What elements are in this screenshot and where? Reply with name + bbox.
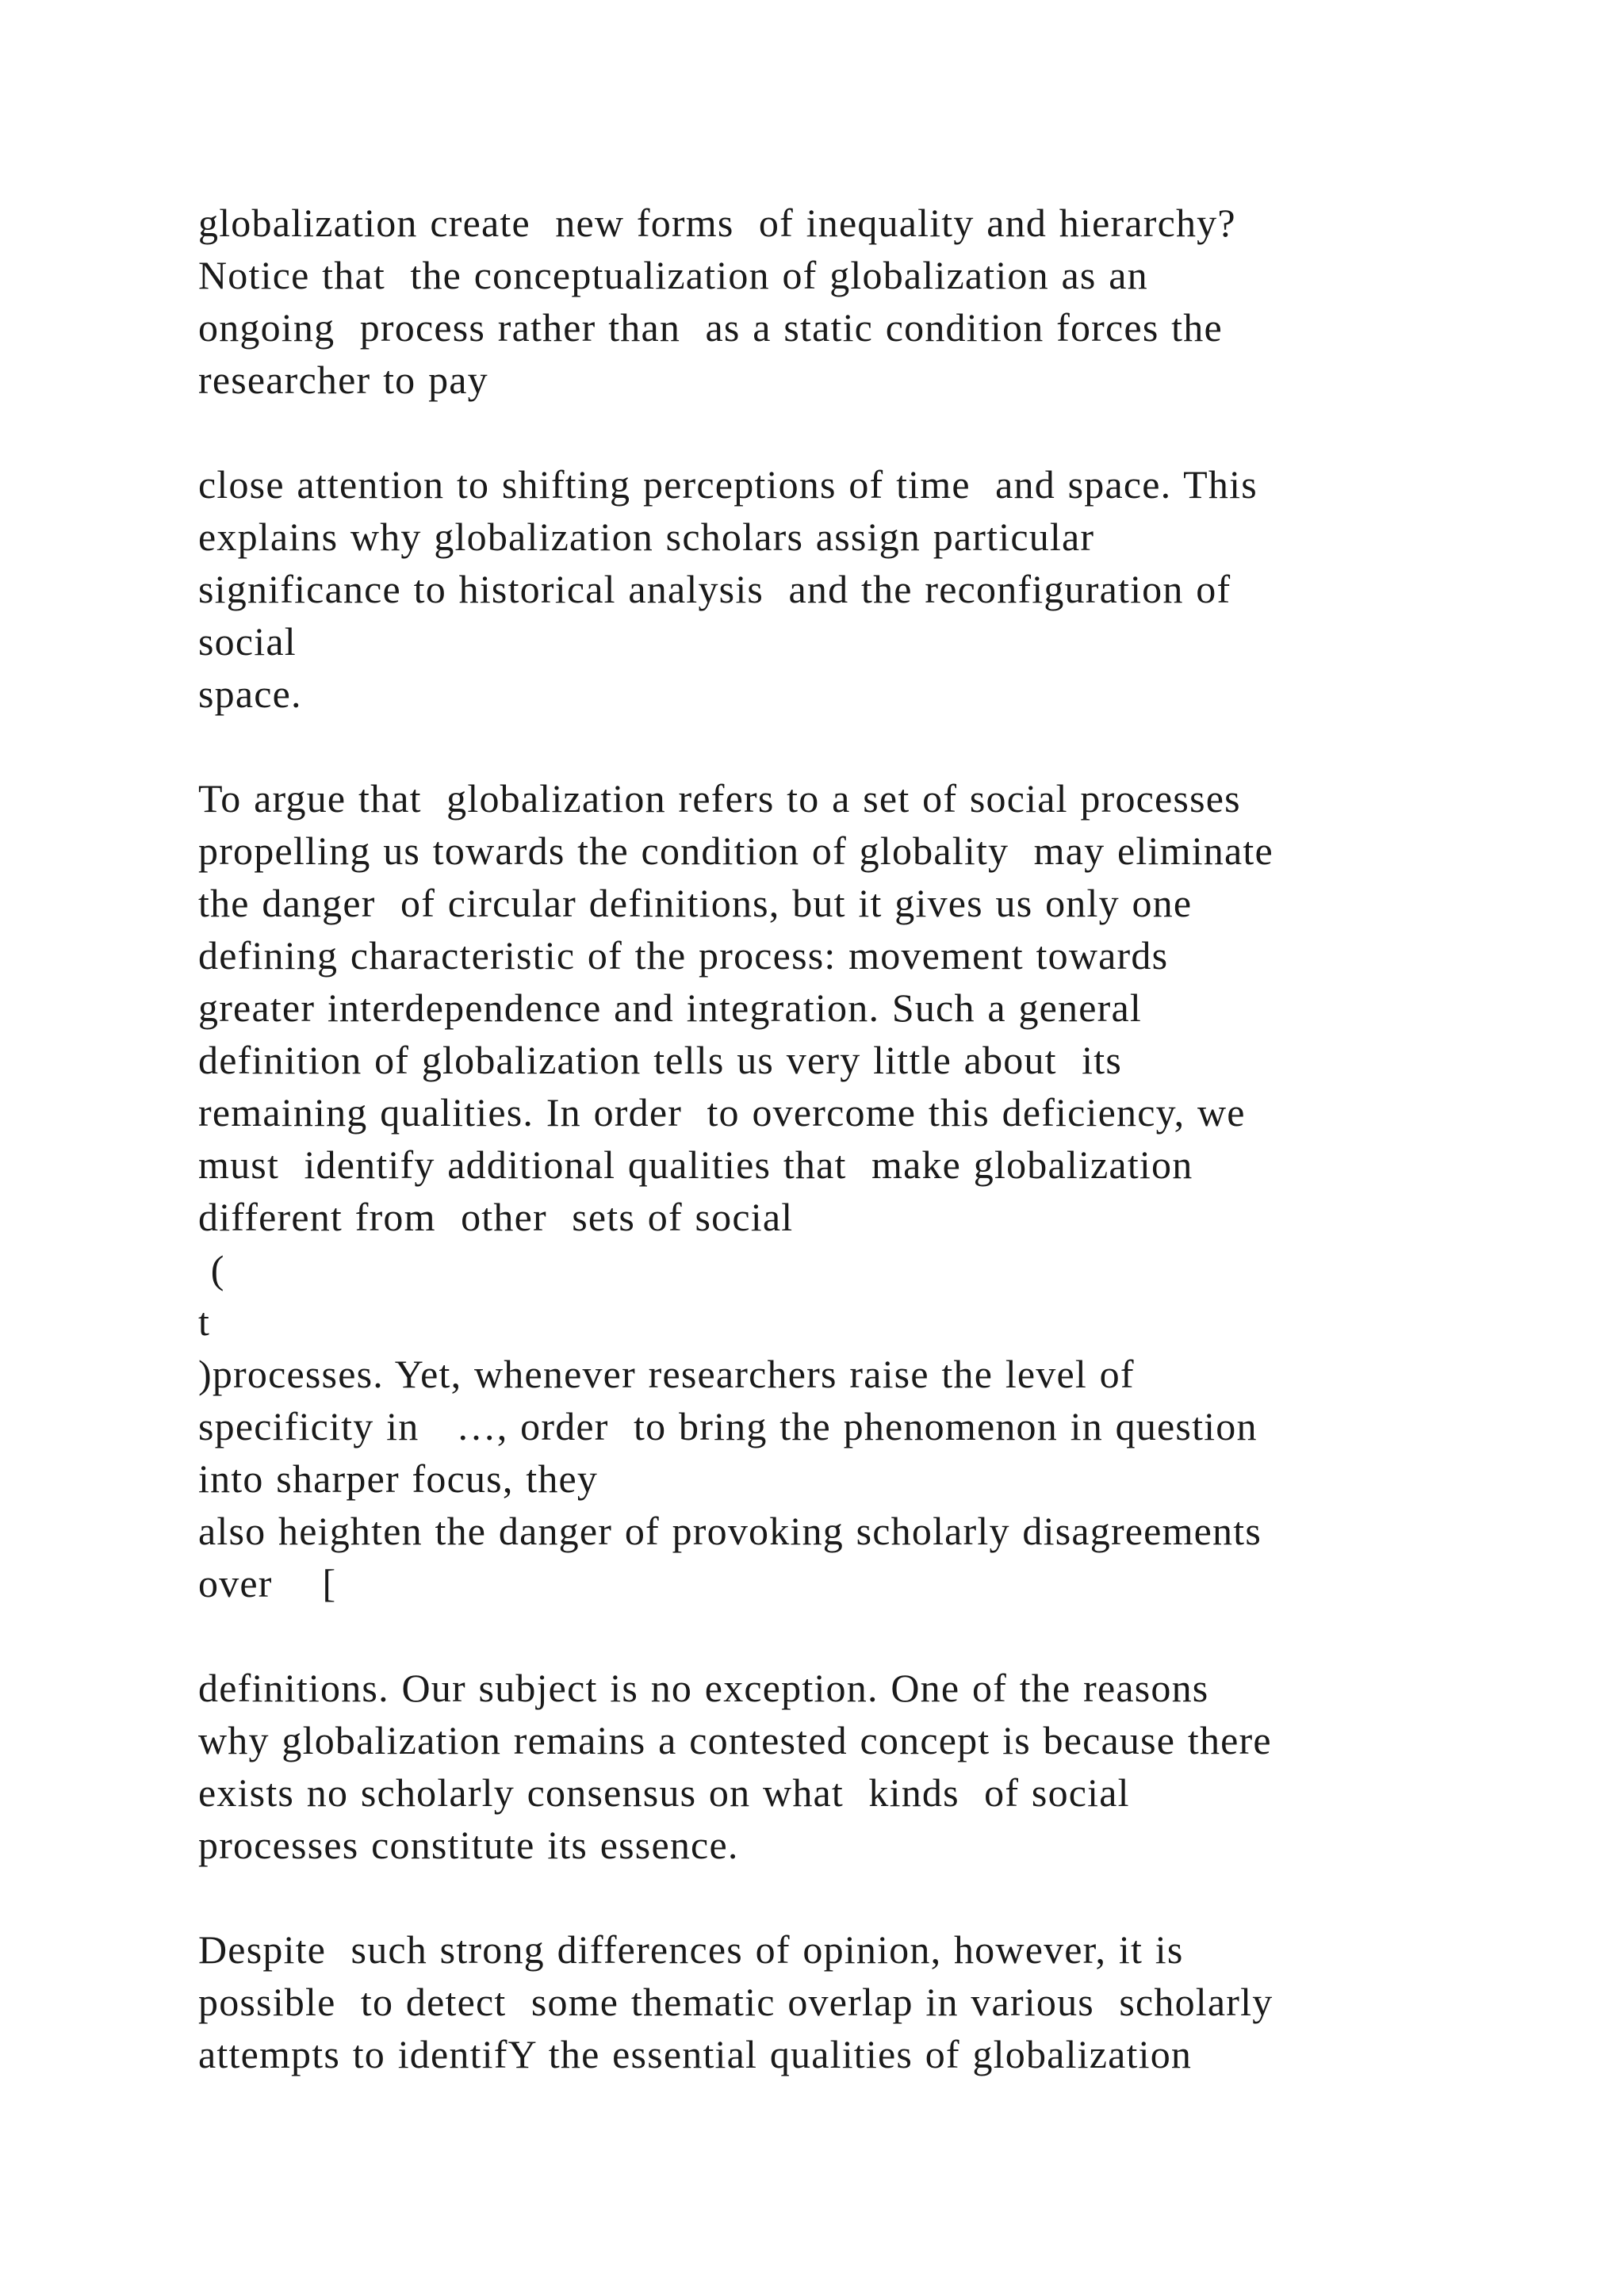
text-line: ongoing process rather than as a static condition forces the bbox=[198, 305, 1223, 350]
text-line: To argue that globalization refers to a set of social processes bbox=[198, 776, 1241, 821]
text-line: definition of globalization tells us very little about its bbox=[198, 1038, 1122, 1082]
text-line: researcher to pay bbox=[198, 358, 488, 402]
text-line: different from other sets of social bbox=[198, 1195, 794, 1239]
paragraph-break bbox=[198, 1609, 1546, 1662]
paragraph-break bbox=[198, 1871, 1546, 1923]
text-line: remaining qualities. In order to overcome this deficiency, we bbox=[198, 1090, 1246, 1135]
text-line: attempts to identifY the essential qualities of globalization bbox=[198, 2032, 1193, 2076]
text-line: Despite such strong differences of opinion, however, it is bbox=[198, 1927, 1184, 1972]
text-line: exists no scholarly consensus on what kinds of social bbox=[198, 1770, 1130, 1815]
text-line: )processes. Yet, whenever researchers raise the level of bbox=[198, 1352, 1135, 1396]
text-line: specificity in …, order to bring the phenomenon in question bbox=[198, 1404, 1258, 1448]
text-line: processes constitute its essence. bbox=[198, 1823, 739, 1867]
paragraph-break bbox=[198, 406, 1546, 458]
text-line: Notice that the conceptualization of globalization as an bbox=[198, 253, 1148, 297]
text-line: definitions. Our subject is no exception. One of the reasons bbox=[198, 1666, 1209, 1710]
text-line: why globalization remains a contested concept is because there bbox=[198, 1718, 1272, 1762]
text-line: must identify additional qualities that make globalization bbox=[198, 1142, 1193, 1187]
text-line: globalization create new forms of inequality and hierarchy? bbox=[198, 201, 1236, 245]
text-line: possible to detect some thematic overlap in various scholarly bbox=[198, 1980, 1274, 2024]
text-line: the danger of circular definitions, but it gives us only one bbox=[198, 881, 1193, 925]
text-line: space. bbox=[198, 672, 302, 716]
text-line: t bbox=[198, 1299, 211, 1344]
text-line: greater interdependence and integration. Such a general bbox=[198, 985, 1142, 1030]
text-line: close attention to shifting perceptions of time and space. This bbox=[198, 462, 1258, 507]
text-line: social bbox=[198, 619, 297, 664]
text-line: ( bbox=[198, 1247, 225, 1292]
text-line: propelling us towards the condition of globality may eliminate bbox=[198, 828, 1274, 873]
text-line: defining characteristic of the process: movement towards bbox=[198, 933, 1169, 978]
text-line: over [ bbox=[198, 1561, 337, 1605]
text-line: explains why globalization scholars assign particular bbox=[198, 515, 1095, 559]
text-line: significance to historical analysis and the reconfiguration of bbox=[198, 567, 1231, 611]
text-line: into sharper focus, they bbox=[198, 1456, 599, 1501]
text-line: also heighten the danger of provoking scholarly disagreements bbox=[198, 1509, 1262, 1553]
document-body bbox=[198, 197, 1546, 2080]
paragraph-break bbox=[198, 720, 1546, 772]
